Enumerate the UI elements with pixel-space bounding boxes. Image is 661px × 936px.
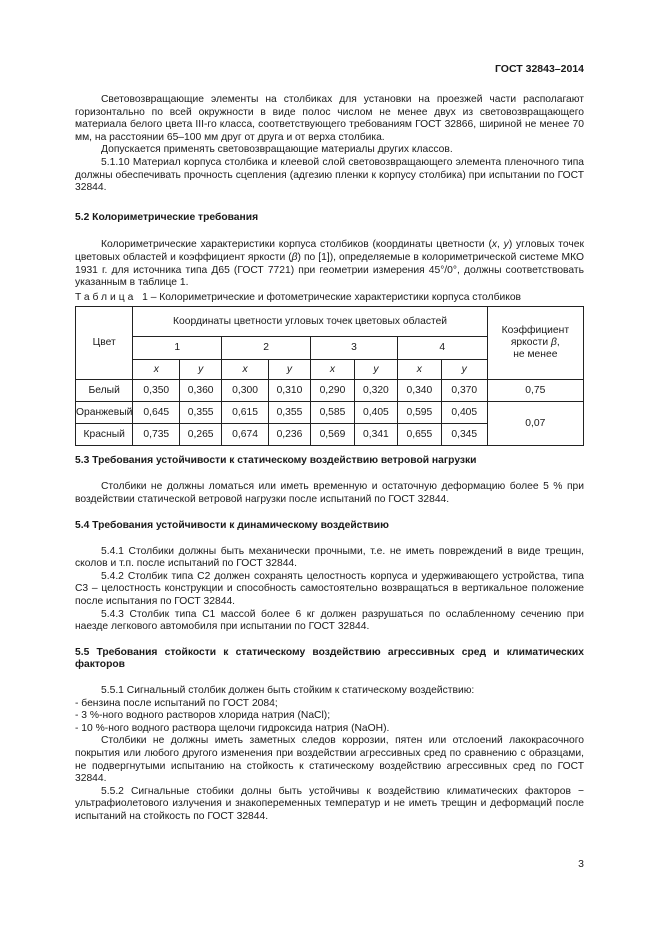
cell: 0,615 <box>222 402 269 424</box>
y-label: y <box>441 360 487 380</box>
list-item: - 3 %-ного водного растворов хлорида натрия (NaCl); <box>75 710 331 722</box>
document-code: ГОСТ 32843–2014 <box>494 63 584 75</box>
paragraph: 5.4.1 Столбики должны быть механически прочными, т.е. не иметь повреждений в виде трещин, сколов и т.п. после испытаний по ГОСТ 32844. <box>75 545 584 570</box>
y-label: y <box>268 360 310 380</box>
row-color: Красный <box>76 424 133 446</box>
document-body <box>75 94 584 824</box>
paragraph: Колориметрические характеристики корпуса столбиков (координаты цветности (x, y) угловых точек цветовых областей и коэффициент яркости (β) по [1]), определяемые в колориметрической системе МКО 1931 г. для источника типа Д65 (ГОСТ 7721) при геометрии измерения 45°/0°, должны соответствовать указанным в таблице 1. <box>75 239 584 289</box>
header-color: Цвет <box>76 307 133 380</box>
cell: 0,360 <box>180 380 222 402</box>
cell: 0,350 <box>133 380 180 402</box>
x-label: x <box>222 360 269 380</box>
cell: 0,341 <box>354 424 397 446</box>
paragraph: Световозвращающие элементы на столбиках для установки на проезжей части располагают горизонтально по всей окружности в виде полос числом не менее двух из световозвращающего материала белого цвета III-го класса, соответствующего требованиям ГОСТ 32866, шириной не менее 70 мм, на расстоянии 65–100 мм друг от друга и от верха столбика. <box>75 94 584 143</box>
cell: 0,674 <box>222 424 269 446</box>
point-1: 1 <box>133 337 222 360</box>
cell: 0,405 <box>441 402 487 424</box>
row-color: Оранжевый <box>76 402 133 424</box>
cell: 0,300 <box>222 380 269 402</box>
cell: 0,345 <box>441 424 487 446</box>
paragraph: 5.1.10 Материал корпуса столбика и клеевой слой световозвращающего элемента пленочного типа должны обеспечивать прочность сцепления (адгезию пленки к корпусу столбика) при испытании по ГОСТ 32844. <box>75 156 584 194</box>
cell: 0,310 <box>268 380 310 402</box>
section-heading-5-4: 5.4 Требования устойчивости к динамическому воздействию <box>75 520 389 532</box>
colorimetric-table <box>75 306 584 446</box>
y-label: y <box>180 360 222 380</box>
section-heading-5-2: 5.2 Колориметрические требования <box>75 211 259 223</box>
x-label: x <box>397 360 441 380</box>
cell: 0,355 <box>180 402 222 424</box>
cell: 0,595 <box>397 402 441 424</box>
row-color: Белый <box>76 380 133 402</box>
paragraph: 5.5.2 Сигнальные стобики долны быть устойчивы к воздействию климатических факторов − ультрафиолетового излучения и знакопеременных температур и не иметь трещин и деформаций после испытаний на стойкость по ГОСТ 32844. <box>75 785 584 822</box>
header-coords: Координаты цветности угловых точек цветовых областей <box>133 307 487 337</box>
point-3: 3 <box>310 337 397 360</box>
coef-cell: 0,75 <box>487 380 583 402</box>
header-coef: Коэффициент яркости β, не менее <box>487 307 583 380</box>
section-heading-5-3: 5.3 Требования устойчивости к статическому воздействию ветровой нагрузки <box>75 455 477 467</box>
cell: 0,569 <box>310 424 354 446</box>
paragraph: 5.5.1 Сигнальный столбик должен быть стойким к статическому воздействию: <box>101 685 475 697</box>
list-item: - бензина после испытаний по ГОСТ 2084; <box>75 697 278 709</box>
point-2: 2 <box>222 337 311 360</box>
page-number: 3 <box>578 858 584 870</box>
paragraph: Столбики не должны иметь заметных следов коррозии, пятен или отслоений лакокрасочного покрытия или любого другого изменения при воздействии агрессивных сред по сравнению с образцами, не подвергнутыми испытанию на стойкость к статическому воздействию агрессивных сред по ГОСТ 32844. <box>75 735 584 785</box>
y-label: y <box>354 360 397 380</box>
cell: 0,405 <box>354 402 397 424</box>
cell: 0,355 <box>268 402 310 424</box>
paragraph: 5.4.2 Столбик типа С2 должен сохранять целостность корпуса и удерживающего устройства, типа С3 – целостность конструкции и способность самостоятельно возвращаться в вертикальное положение после испытания по ГОСТ 32844. <box>75 570 584 608</box>
point-4: 4 <box>397 337 487 360</box>
paragraph: Допускается применять световозвращающие материалы других классов. <box>101 144 453 156</box>
cell: 0,645 <box>133 402 180 424</box>
cell: 0,370 <box>441 380 487 402</box>
table-caption: Таблица 1 – Колориметрические и фотометрические характеристики корпуса столбиков <box>75 291 522 303</box>
cell: 0,290 <box>310 380 354 402</box>
table-row <box>76 380 584 402</box>
coef-cell: 0,07 <box>487 402 583 446</box>
cell: 0,735 <box>133 424 180 446</box>
cell: 0,340 <box>397 380 441 402</box>
section-heading-5-5: 5.5 Требования стойкости к статическому воздействию агрессивных сред и климатических факторов <box>75 646 584 671</box>
x-label: x <box>310 360 354 380</box>
table-row <box>76 402 584 424</box>
x-label: x <box>133 360 180 380</box>
cell: 0,265 <box>180 424 222 446</box>
list-item: - 10 %-ного водного раствора щелочи гидроксида натрия (NaOH). <box>75 722 390 734</box>
cell: 0,655 <box>397 424 441 446</box>
cell: 0,585 <box>310 402 354 424</box>
cell: 0,320 <box>354 380 397 402</box>
paragraph: 5.4.3 Столбик типа С1 массой более 6 кг должен разрушаться по ослабленному сечению при наезде легкового автомобиля при испытании по ГОСТ 32844. <box>75 608 584 633</box>
cell: 0,236 <box>268 424 310 446</box>
paragraph: Столбики не должны ломаться или иметь временную и остаточную деформацию более 5 % при воздействии статической ветровой нагрузки после испытаний по ГОСТ 32844. <box>75 480 584 505</box>
